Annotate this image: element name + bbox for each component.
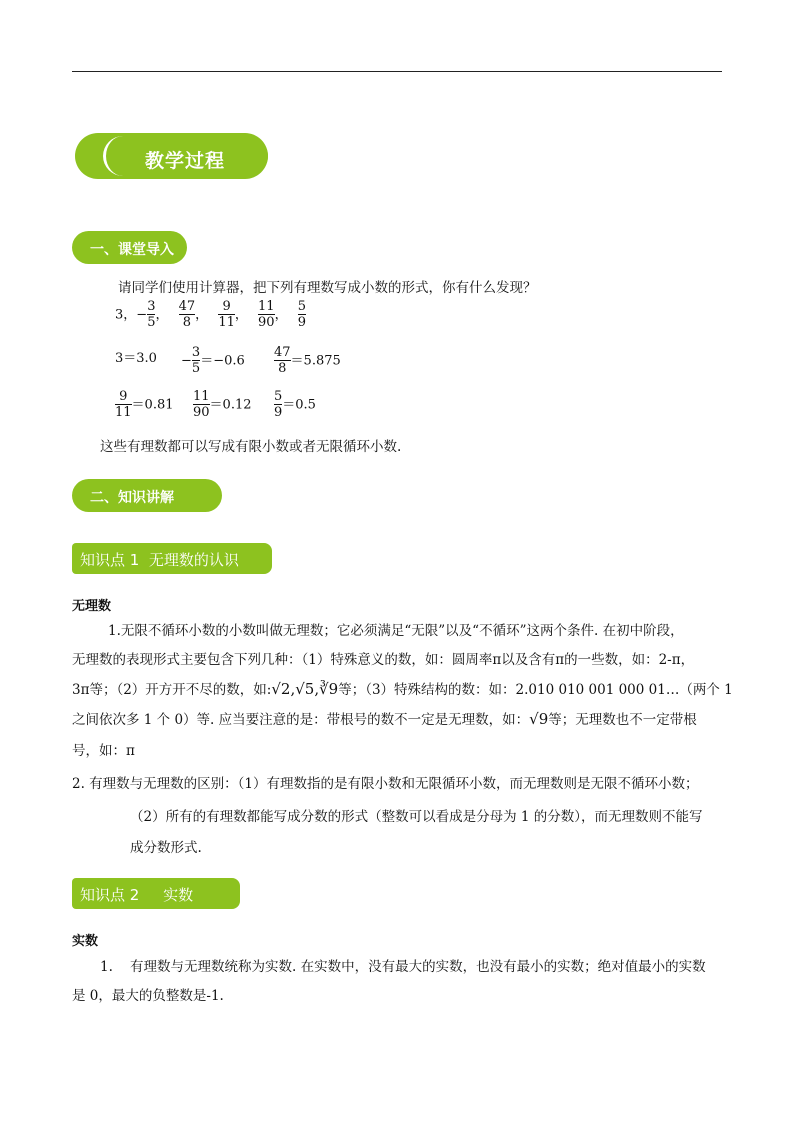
conversion-3: 3＝3.0 (115, 351, 157, 366)
kp1-p1-line3: 3π等；（2）开方开不尽的数，如:√2,√5,∛9等；（3）特殊结构的数：如：2.010 010 001 000 01…（两个 1 (72, 680, 733, 698)
section1-pill (72, 231, 187, 264)
radical-sqrt9: √9 (529, 710, 549, 728)
knowledge-point-1-label (72, 543, 272, 574)
section1-conclusion: 这些有理数都可以写成有限小数或者无限循环小数. (100, 439, 402, 455)
section1-prompt: 请同学们使用计算器，把下列有理数写成小数的形式，你有什么发现？ (118, 280, 537, 296)
kp2-p1-line1: 1. 有理数与无理数统称为实数. 在实数中，没有最大的实数，也没有最小的实数；绝对值最小的实数 (100, 959, 706, 975)
radical-examples: √2,√5,∛9 (271, 680, 339, 698)
list-frac-1: $\frac{3}{5}$ (147, 299, 156, 330)
conversion-11-90: $\frac{11}{90}$ ＝0.12 (193, 389, 252, 420)
kp1-p1-line5: 号，如：π (72, 743, 135, 759)
kp1-p2-line3: 成分数形式. (130, 840, 202, 856)
banner-title: 教学过程 (145, 150, 226, 172)
section2-title: 二、知识讲解 (90, 490, 174, 506)
conversion-neg-3-5: − $\frac{3}{5}$ ＝−0.6 (181, 345, 245, 376)
kp2-label-text: 知识点 2 实数 (80, 886, 194, 904)
knowledge-point-2-label (72, 878, 240, 909)
list-frac-5: $\frac{5}{9}$ (297, 299, 307, 330)
kp1-p1-line1: 1.无限不循环小数的小数叫做无理数；它必须满足“无限”以及“不循环”这两个条件. 在初中阶段， (108, 623, 684, 639)
conversion-5-9: $\frac{5}{9}$ ＝0.5 (274, 389, 316, 420)
list-item-3: 3， (115, 307, 137, 323)
header-rule (72, 71, 722, 72)
section2-pill (72, 479, 222, 512)
kp2-heading: 实数 (72, 934, 99, 949)
list-frac-3: $\frac{9}{11}$ (218, 299, 235, 330)
conversion-9-11: $\frac{9}{11}$ ＝0.81 (115, 389, 174, 420)
kp1-p1-line2: 无理数的表现形式主要包含下列几种：（1）特殊意义的数，如：圆周率π以及含有π的一些数，如：2-π， (72, 652, 695, 668)
kp1-p2-line2: （2）所有的有理数都能写成分数的形式（整数可以看成是分母为 1 的分数），而无理数则不能写 (130, 809, 703, 825)
kp1-p1-line4: 之间依次多 1 个 0）等. 应当要注意的是：带根号的数不一定是无理数，如：√9等；无理数也不一定带根 (72, 710, 697, 728)
section-banner (75, 133, 268, 179)
conversion-47-8: $\frac{47}{8}$ ＝5.875 (274, 345, 341, 376)
kp1-heading: 无理数 (72, 599, 112, 614)
rational-list: 3，− $\frac{3}{5}$ ， $\frac{47}{8}$ ， $\frac{9}{11}$ ， $\frac{11}{90}$ ， $\frac{5}{9}$ (115, 299, 307, 330)
kp1-label-text: 知识点 1 无理数的认识 (80, 551, 239, 569)
list-frac-2: $\frac{47}{8}$ (178, 299, 196, 330)
section1-title: 一、课堂导入 (90, 242, 174, 258)
kp2-p1-line2: 是 0，最大的负整数是-1. (72, 988, 224, 1004)
list-frac-4: $\frac{11}{90}$ (258, 299, 275, 330)
list-minus: − (136, 307, 148, 323)
kp1-p2-line1: 2. 有理数与无理数的区别：（1）有理数指的是有限小数和无限循环小数，而无理数则是无限不循环小数； (72, 776, 699, 792)
